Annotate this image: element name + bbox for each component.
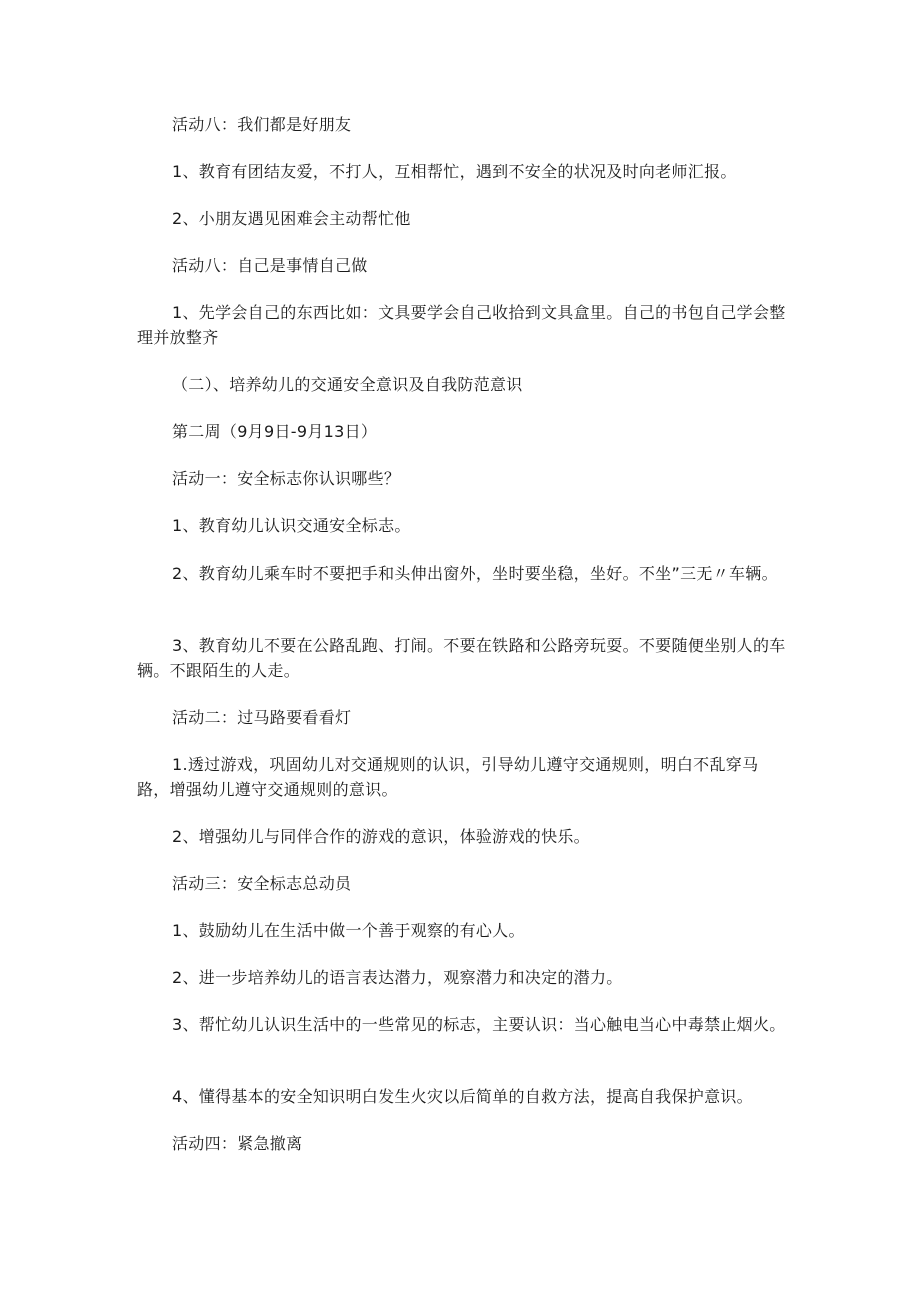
paragraph: 2、进一步培养幼儿的语言表达潜力，观察潜力和决定的潜力。 [172, 968, 623, 987]
heading-activity-3: 活动三：安全标志总动员 [172, 874, 352, 893]
paragraph: 1、鼓励幼儿在生活中做一个善于观察的有心人。 [172, 921, 525, 940]
heading-activity-4: 活动四：紧急撤离 [172, 1134, 303, 1153]
heading-activity-1: 活动一：安全标志你认识哪些？ [172, 469, 401, 488]
paragraph: 1.透过游戏，巩固幼儿对交通规则的认识，引导幼儿遵守交通规则，明白不乱穿马路，增强幼儿遵守交通规则的意识。 [137, 755, 759, 799]
paragraph: 4、懂得基本的安全知识明白发生火灾以后简单的自救方法，提高自我保护意识。 [172, 1087, 753, 1106]
paragraph: 2、小朋友遇见困难会主动帮忙他 [172, 209, 411, 228]
paragraph: 2、教育幼儿乘车时不要把手和头伸出窗外，坐时要坐稳，坐好。不坐”三无〃车辆。 [172, 564, 778, 583]
paragraph: 3、教育幼儿不要在公路乱跑、打闹。不要在铁路和公路旁玩耍。不要随便坐别人的车辆。不跟陌生的人走。 [137, 636, 786, 680]
paragraph: 2、增强幼儿与同伴合作的游戏的意识，体验游戏的快乐。 [172, 827, 590, 846]
section-heading-traffic-safety: （二）、培养幼儿的交通安全意识及自我防范意识 [172, 375, 523, 394]
week-heading: 第二周（9月9日-9月13日） [172, 422, 378, 441]
paragraph: 3、帮忙幼儿认识生活中的一些常见的标志，主要认识：当心触电当心中毒禁止烟火。 [172, 1015, 786, 1034]
paragraph: 1、教育有团结友爱，不打人，互相帮忙，遇到不安全的状况及时向老师汇报。 [172, 162, 737, 181]
paragraph: 1、先学会自己的东西比如：文具要学会自己收拾到文具盒里。自己的书包自己学会整理并放整齐 [137, 303, 786, 347]
heading-activity-8-self-reliance: 活动八：自己是事情自己做 [172, 256, 368, 275]
heading-activity-2: 活动二：过马路要看看灯 [172, 708, 352, 727]
heading-activity-8-friends: 活动八：我们都是好朋友 [172, 115, 352, 134]
paragraph: 1、教育幼儿认识交通安全标志。 [172, 516, 411, 535]
